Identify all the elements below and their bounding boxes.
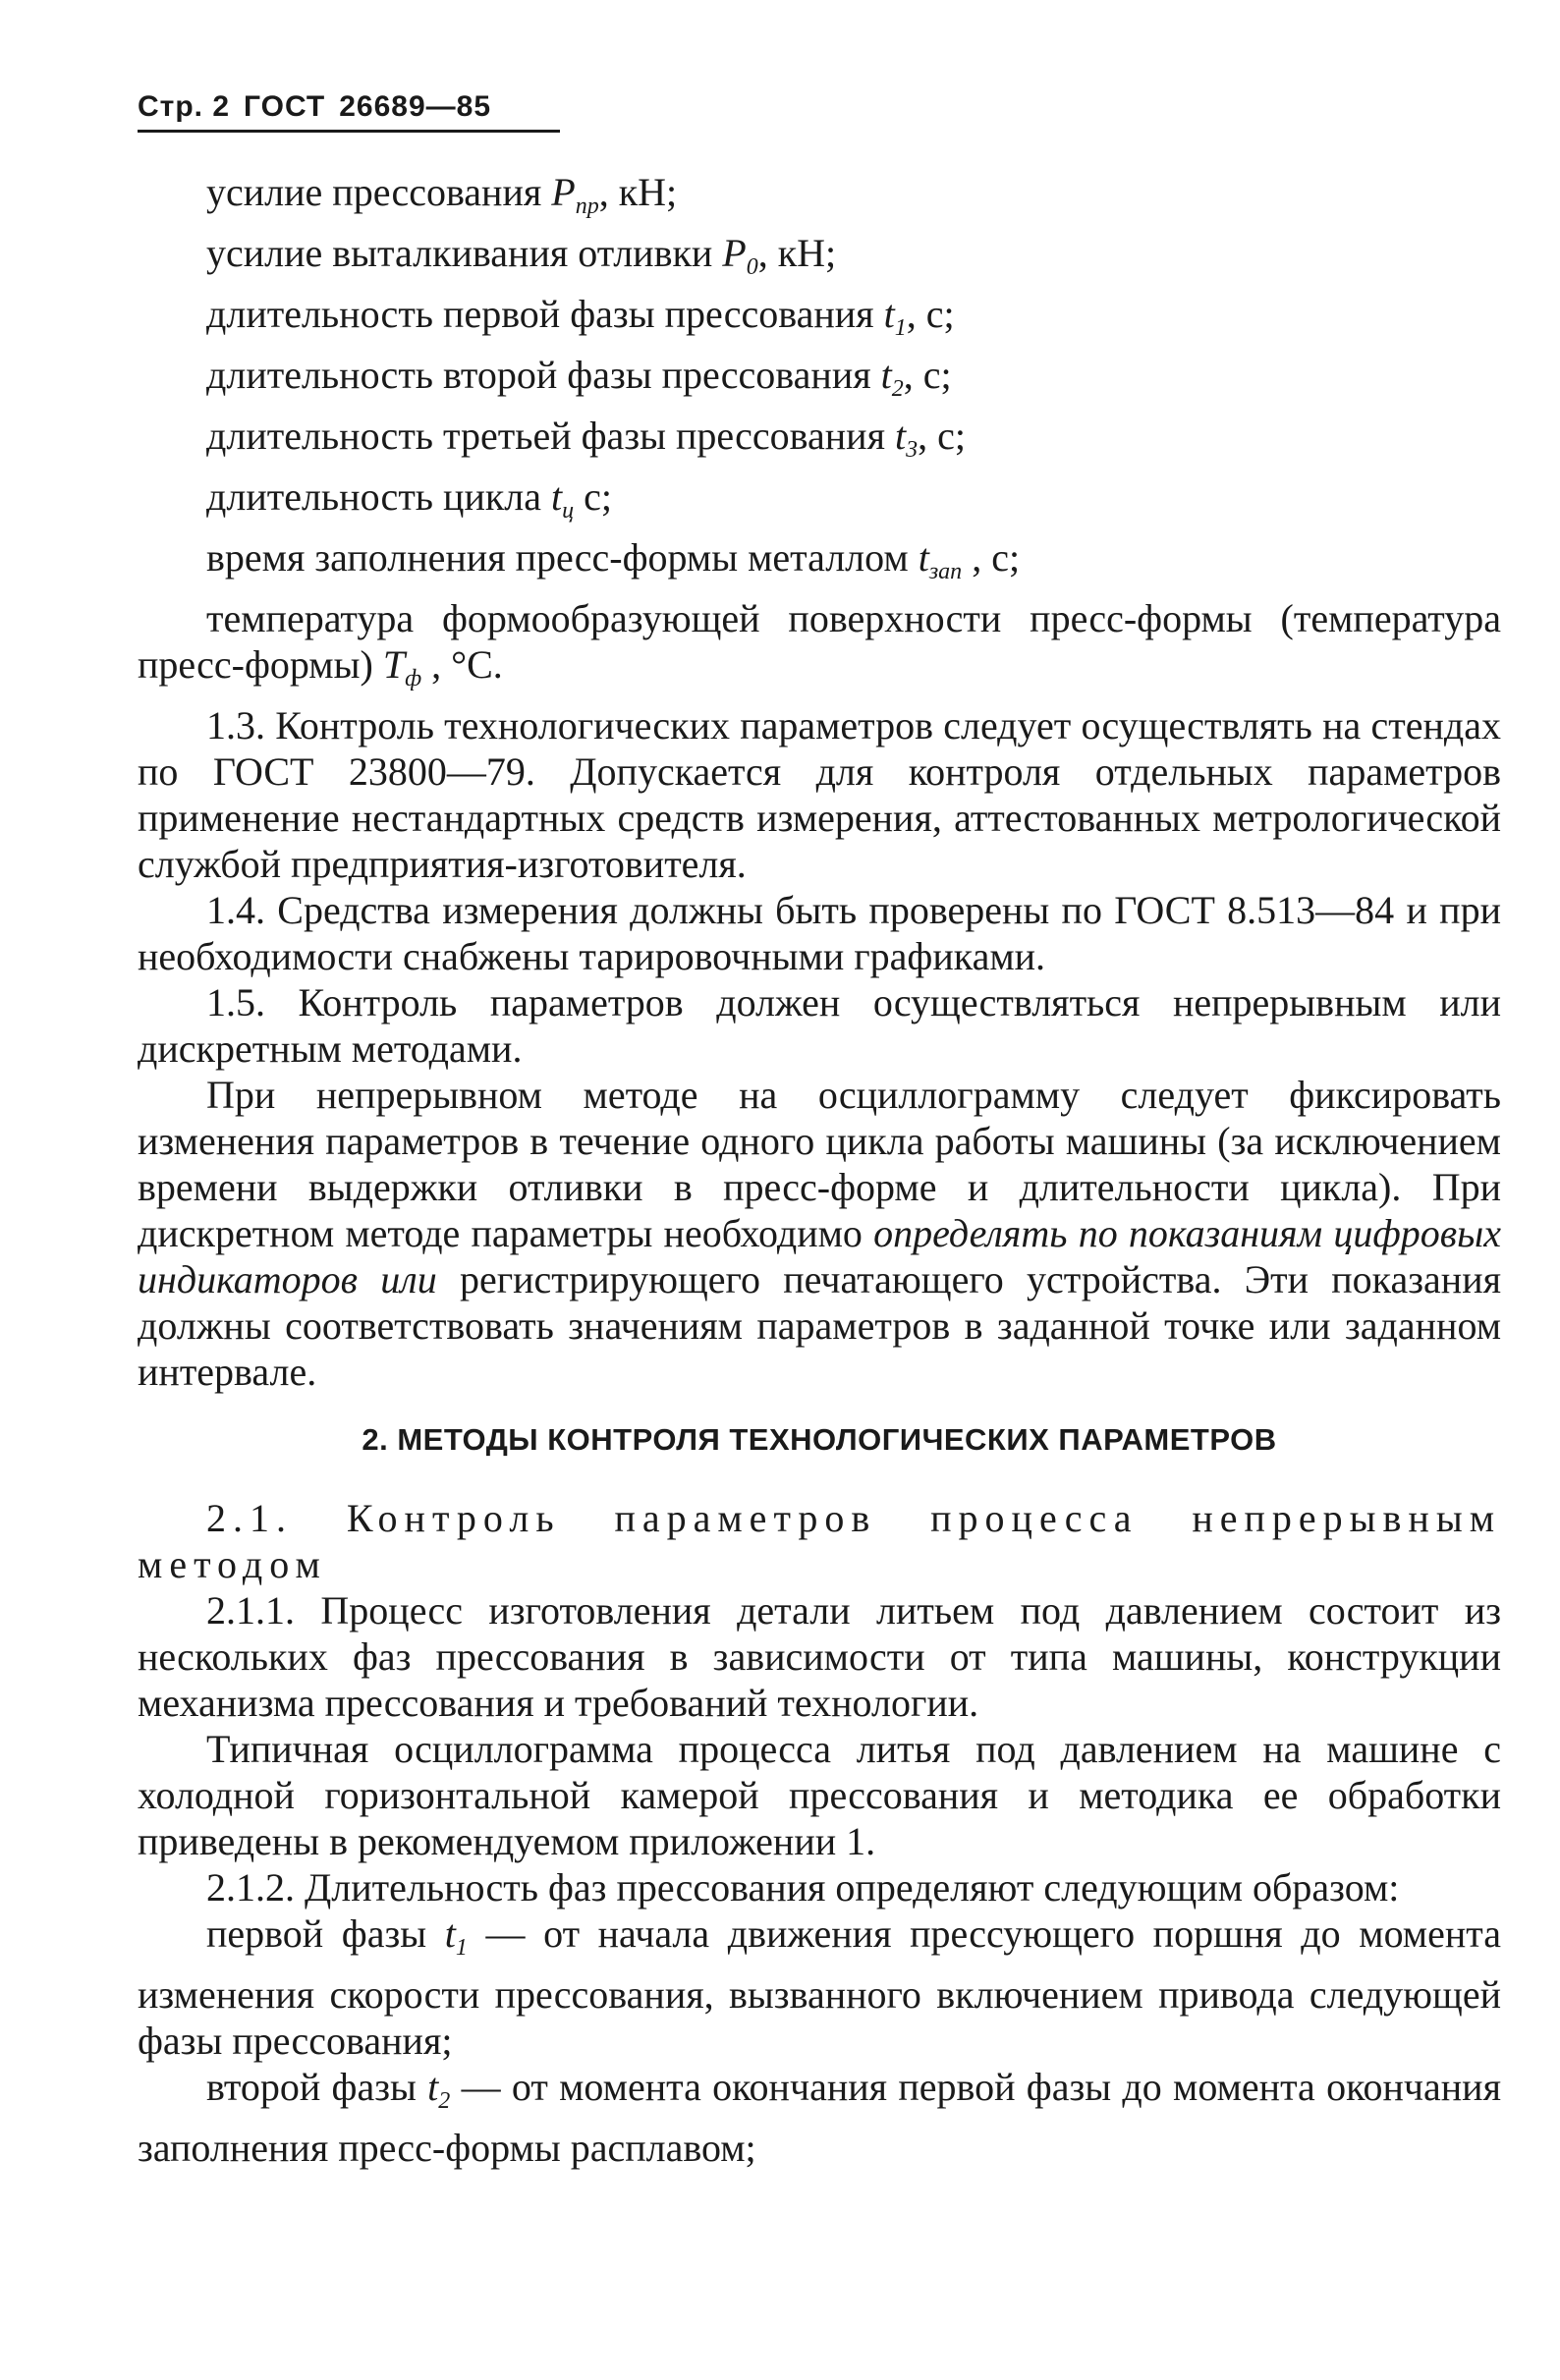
paragraph-1-3: 1.3. Контроль технологических параметров следует осуществлять на стендах по ГОСТ 23800—79. Допускается для контроля отдельных параметров применение нестандартных средств измерения, аттестованных метрологической службой предприятия-изготовителя.: [138, 703, 1501, 886]
paragraph-1-4: 1.4. Средства измерения должны быть проверены по ГОСТ 8.513—84 и при необходимости снабжены тарировочными графиками.: [138, 888, 1501, 978]
paragraph-2-1-2: 2.1.2. Длительность фаз прессования определяют следующим образом:: [206, 1865, 1400, 1910]
param-line: длительность первой фазы прессования $t_1$, с;: [206, 292, 955, 341]
paragraph-1-5: 1.5. Контроль параметров должен осуществляться непрерывным или дискретным методами.: [138, 980, 1501, 1071]
paragraph-continuous-method: При непрерывном методе на осциллограмму следует фиксировать изменения параметров в течение одного цикла работы машины (за исключением времени выдержки отливки в пресс-форме и длительности цикла). При дискретном методе параметры необходимо определять по показаниям цифровых индикаторов или регистрирующего печатающего устройства. Эти показания должны соответствовать значениям параметров в заданной точке или заданном интервале.: [138, 1073, 1501, 1394]
standard-label: ГОСТ: [244, 90, 326, 123]
section-title: 2. МЕТОДЫ КОНТРОЛЯ ТЕХНОЛОГИЧЕСКИХ ПАРАМЕТРОВ: [362, 1422, 1277, 1457]
param-line: длительность третьей фазы прессования $t_3$, с;: [206, 414, 966, 463]
paragraph-typical-oscillogram: Типичная осциллограмма процесса литья под давлением на машине с холодной горизонтальной камерой прессования и методика ее обработки приведены в рекомендуемом приложении 1.: [138, 1727, 1501, 1863]
param-line: усилие прессования $P_{пр}$, кН;: [206, 170, 678, 219]
document-body: [138, 169, 1501, 1395]
standard-number: 26689—85: [339, 90, 492, 123]
param-line: температура формообразующей поверхности пресс-формы (температура пресс-формы) $T_ф$ , °С.: [138, 596, 1501, 692]
param-line: длительность второй фазы прессования $t_2$, с;: [206, 353, 952, 402]
param-line: усилие выталкивания отливки $P_0$, кН;: [206, 231, 837, 280]
page-label: Стр. 2: [138, 90, 231, 123]
param-line: длительность цикла $t_ц$ с;: [206, 474, 612, 524]
page-header: [138, 90, 560, 133]
paragraph-2-1-1: 2.1.1. Процесс изготовления детали литьем под давлением состоит из нескольких фаз прессования в зависимости от типа машины, конструкции механизма прессования и требований технологии.: [138, 1588, 1501, 1725]
paragraph-2-1: 2.1. Контроль параметров процесса непрерывным методом: [138, 1496, 1501, 1586]
section-2-body: [138, 1495, 1501, 2171]
phase-2-definition: второй фазы $t_2$ — от момента окончания первой фазы до момента окончания заполнения пресс-формы расплавом;: [138, 2065, 1501, 2170]
param-line: время заполнения пресс-формы металлом $t_{зап}$ , с;: [206, 535, 1021, 584]
phase-1-definition: первой фазы $t_1$ — от начала движения прессующего поршня до момента изменения скорости прессования, вызванного включением привода следующей фазы прессования;: [138, 1911, 1501, 2063]
